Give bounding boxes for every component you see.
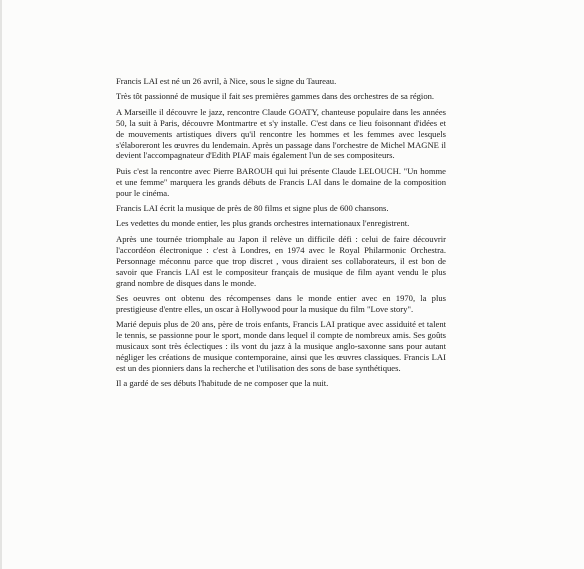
paragraph-japan: Après une tournée triomphale au Japon il relève un difficile défi : celui de faire découvrir l'accordéon électronique : c'est à Londres, en 1974 avec le Royal Philarmonic Orchestra. Personnage méconnu parce que trop discret , vous diraient ses collaborateurs, il est bon de savoir que Francis LAI est le compositeur français de musique de film ayant vendu le plus grand nombre de disques dans le monde. [116, 233, 446, 288]
paragraph-early-music: Très tôt passionné de musique il fait ses premières gammes dans des orchestres de sa région. [116, 91, 435, 102]
paragraph-lelouch: Puis c'est la rencontre avec Pierre BAROUH qui lui présente Claude LELOUCH. "Un homme et une femme" marquera les grands débuts de Francis LAI dans le domaine de la composition pour le cinéma. [116, 165, 446, 198]
paragraph-night: Il a gardé de ses débuts l'habitude de ne composer que la nuit. [116, 378, 329, 389]
paragraph-films: Francis LAI écrit la musique de près de 80 films et signe plus de 600 chansons. [116, 203, 389, 214]
paragraph-birth: Francis LAI est né un 26 avril, à Nice, sous le signe du Taureau. [116, 76, 337, 86]
paragraph-marseille: A Marseille il découvre le jazz, rencontre Claude GOATY, chanteuse populaire dans les années 50, la suit à Paris, découvre Montmartre et s'y installe. C'est dans ce lieu foisonnant d'idées et de mouvements artistiques divers qu'il rencontre les hommes et les femmes avec lesquels s'élaboreront les œuvres du lendemain. Après un passage dans l'orchestre de Michel MAGNE il devient l'accompagnateur d'Edith PIAF mais également l'un de ses compositeurs. [116, 106, 446, 161]
biography-text [116, 76, 446, 394]
paragraph-stars: Les vedettes du monde entier, les plus grands orchestres internationaux l'enregistrent. [116, 218, 410, 229]
paragraph-personal: Marié depuis plus de 20 ans, père de trois enfants, Francis LAI pratique avec assiduité et talent le tennis, se passionne pour le sport, monde dans lequel il compte de nombreux amis. Ses goûts musicaux sont très éclectiques : ils vont du jazz à la musique anglo-saxonne sans pour autant négliger les créations de musique contemporaine, ainsi que les œuvres classiques. Francis LAI est un des pionniers dans la recherche et l'utilisation des sons de base synthétiques. [116, 319, 446, 373]
paragraph-awards: Ses oeuvres ont obtenu des récompenses dans le monde entier avec en 1970, la plus prestigieuse d'entre elles, un oscar à Hollywood pour la musique du film "Love story". [116, 292, 446, 314]
